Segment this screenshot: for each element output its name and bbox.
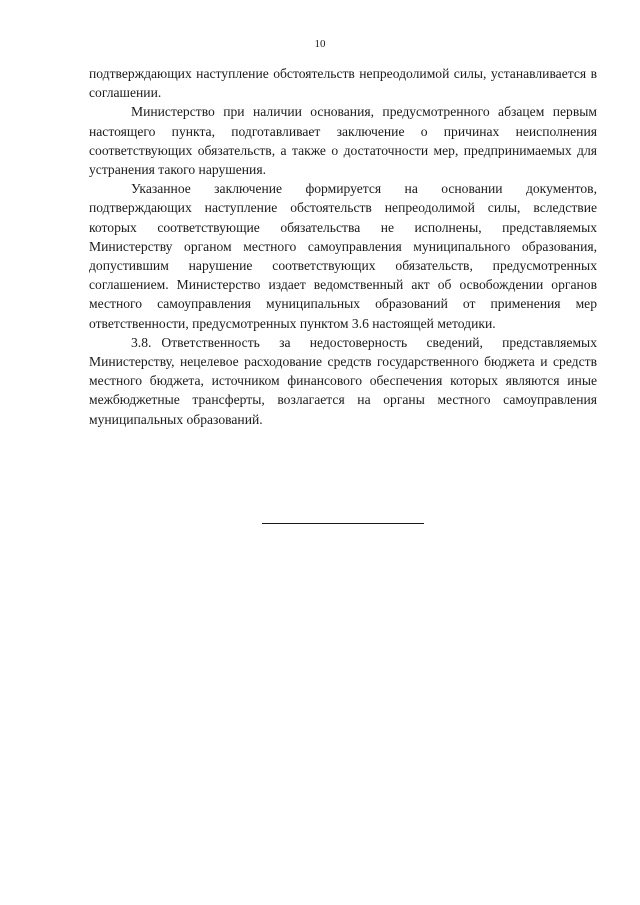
paragraph-text: подтверждающих наступление обстоятельств непреодолимой силы, устанавливается в соглашении. — [89, 66, 597, 101]
clause-number: 3.8. — [131, 334, 152, 350]
paragraph-continuation — [89, 64, 597, 102]
end-of-document-rule — [262, 523, 424, 524]
paragraph-conclusion-basis — [89, 179, 597, 333]
paragraph-ministry-conclusion — [89, 102, 597, 179]
page-number: 10 — [314, 38, 326, 50]
paragraph-text: Министерство при наличии основания, предусмотренного абзацем первым настоящего пункта, подготавливает заключение о причинах неисполнения соответствующих обязательств, а также о достаточности мер, предпринимаемых для устранения такого нарушения. — [89, 104, 597, 178]
paragraph-text: Ответственность за недостоверность сведений, представляемых Министерству, нецелевое расходование средств государственного бюджета и средств местного бюджета, источником финансового обеспечения которых являются иные межбюджетные трансферты, возлагается на органы местного самоуправления муниципальных образований. — [89, 334, 597, 427]
document-body — [89, 64, 597, 429]
paragraph-text: Указанное заключение формируется на основании документов, подтверждающих наступление обстоятельств непреодолимой силы, вследствие которых соответствующие обязательства не исполнены, представляемых Министерству органом местного самоуправления муниципального образования, допустившим нарушение соответствующих обязательств, предусмотренных соглашением. Министерство издает ведомственный акт об освобождении органов местного самоуправления муниципальных образований от применения мер ответственности, предусмотренных пунктом 3.6 настоящей методики. — [89, 181, 597, 331]
paragraph-clause-3-8 — [89, 333, 597, 429]
